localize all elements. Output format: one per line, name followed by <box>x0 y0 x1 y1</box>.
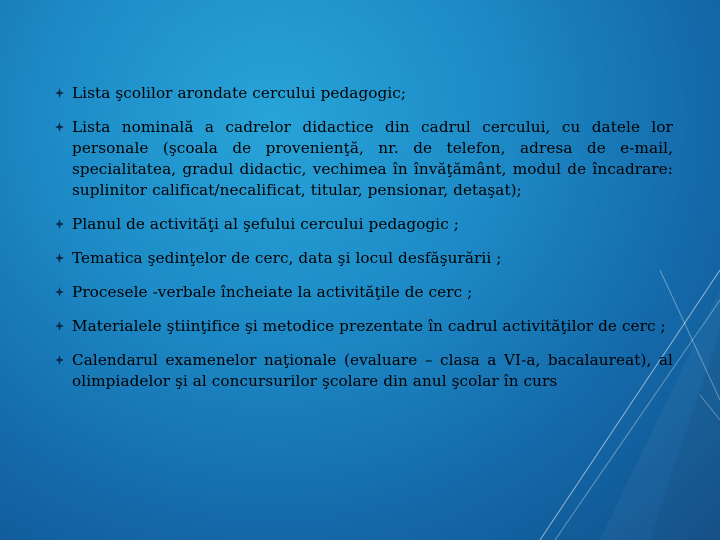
star-bullet-icon <box>55 88 64 98</box>
list-item <box>55 248 673 269</box>
star-bullet-icon <box>55 321 64 331</box>
list-item <box>55 350 673 392</box>
list-item-text: Calendarul examenelor naţionale (evaluare – clasa a VI-a, bacalaureat), al olimpiadelor şi al concursurilor şcolare din anul şcolar în curs <box>72 351 673 390</box>
list-item <box>55 214 673 235</box>
star-bullet-icon <box>55 253 64 263</box>
list-item-text: Procesele -verbale încheiate la activităţile de cerc ; <box>72 283 473 301</box>
bullet-list <box>55 83 673 405</box>
list-item-text: Materialele ştiinţifice şi metodice prezentate în cadrul activităţilor de cerc ; <box>72 317 666 335</box>
list-item <box>55 282 673 303</box>
list-item <box>55 316 673 337</box>
star-bullet-icon <box>55 355 64 365</box>
list-item-text: Lista nominală a cadrelor didactice din cadrul cercului, cu datele lor personale (şcoala de provenienţă, nr. de telefon, adresa de e-mail, specialitatea, gradul didactic, vechimea în învăţământ, modul de încadrare: suplinitor calificat/necalificat, titular, pensionar, detaşat); <box>72 118 673 199</box>
list-item-text: Tematica şedinţelor de cerc, data şi locul desfăşurării ; <box>72 249 502 267</box>
list-item <box>55 83 673 104</box>
list-item-text: Planul de activităţi al şefului cercului pedagogic ; <box>72 215 460 233</box>
star-bullet-icon <box>55 287 64 297</box>
list-item-text: Lista şcolilor arondate cercului pedagogic; <box>72 84 407 102</box>
list-item <box>55 117 673 201</box>
star-bullet-icon <box>55 219 64 229</box>
star-bullet-icon <box>55 122 64 132</box>
